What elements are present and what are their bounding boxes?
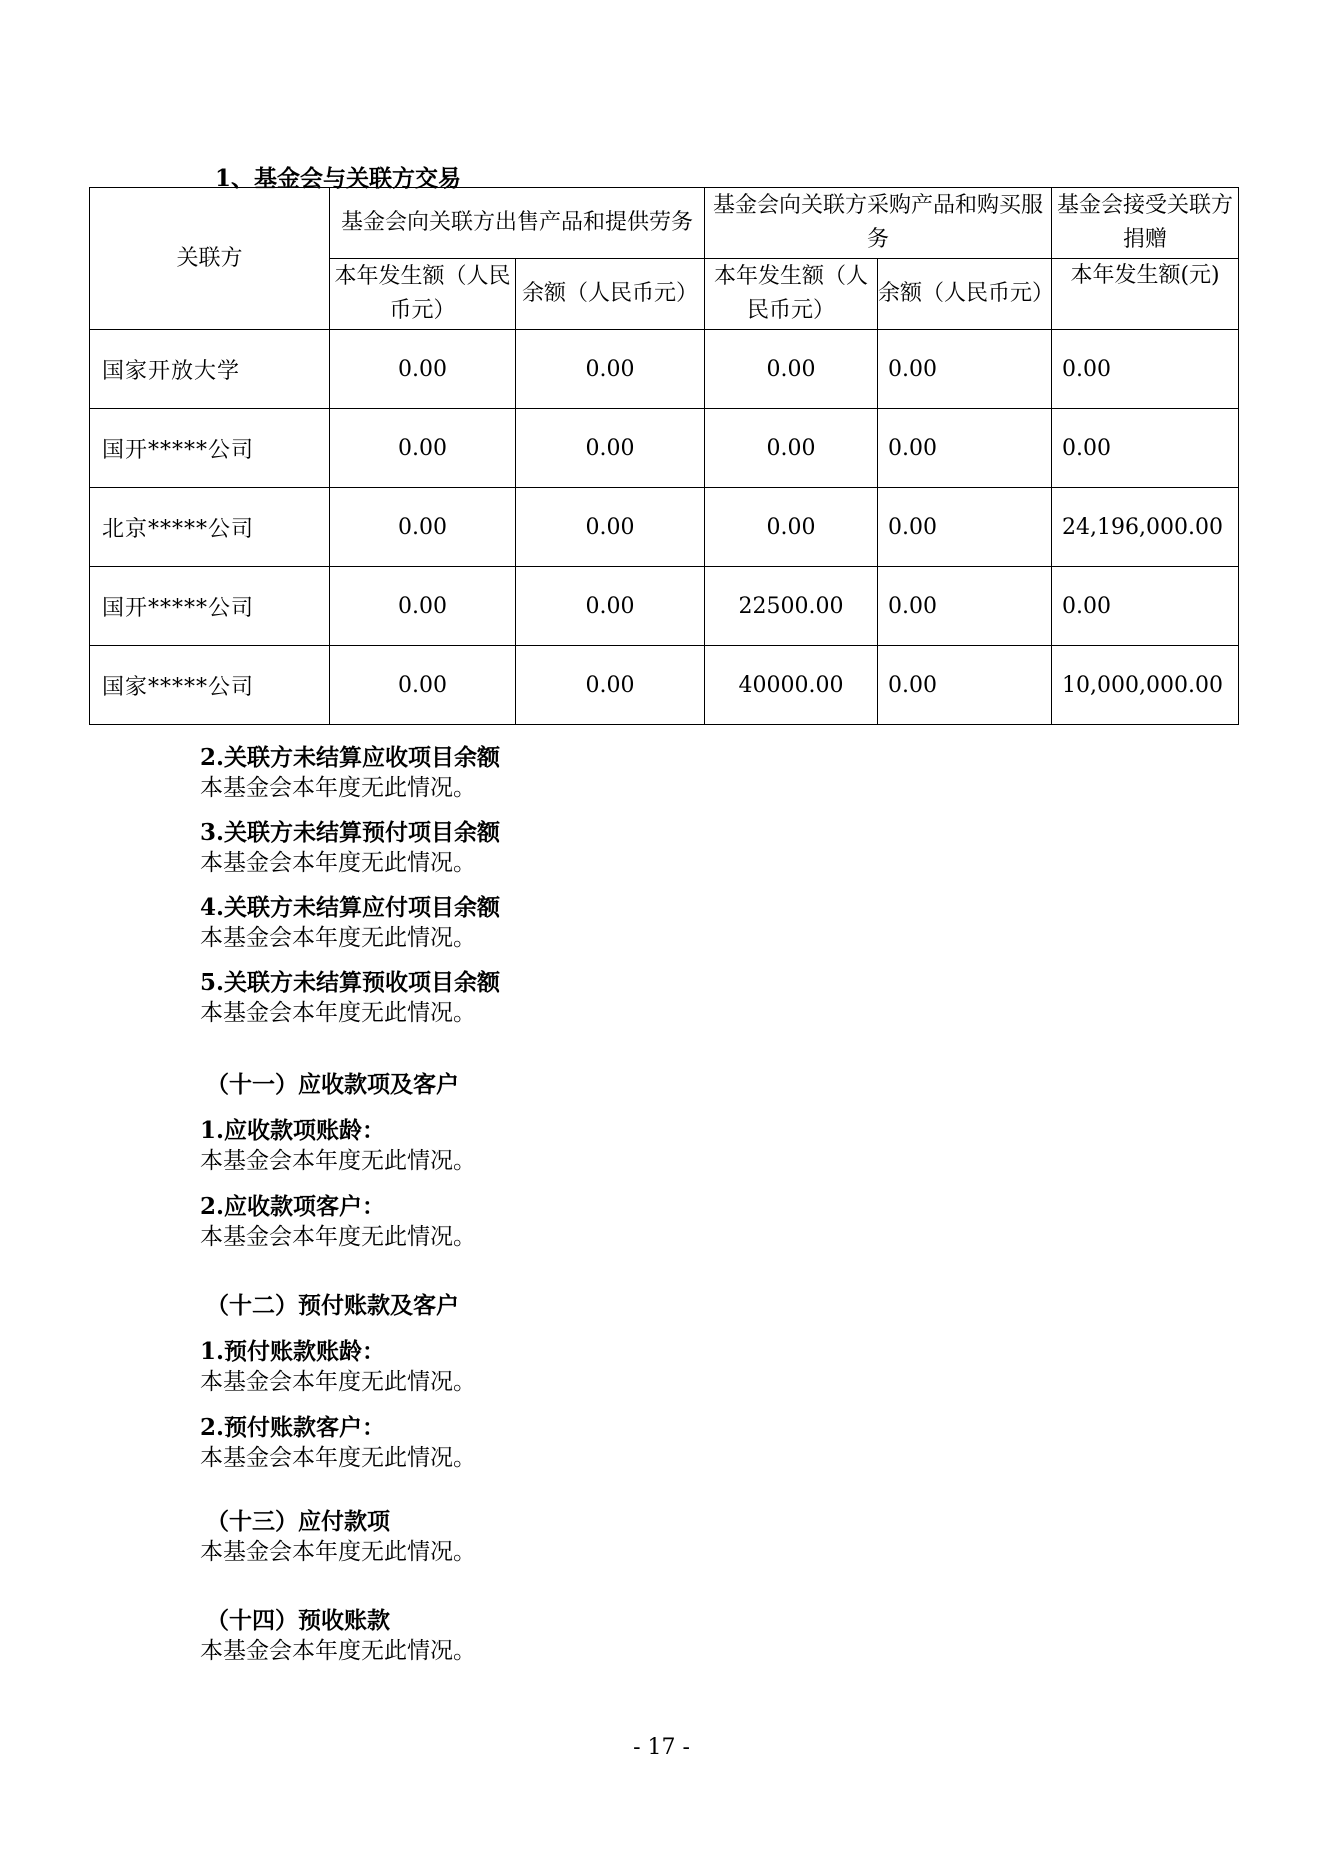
cell-party: 北京*****公司 xyxy=(90,488,330,567)
chapter-title: （十四）预收账款 xyxy=(206,1607,390,1634)
section-text: 本基金会本年度无此情况。 xyxy=(200,1638,476,1664)
section-heading: 4.关联方未结算应付项目余额 xyxy=(200,894,501,921)
cell-sell-balance: 0.00 xyxy=(516,488,705,567)
related-party-table xyxy=(89,187,1239,725)
cell-buy-amount: 0.00 xyxy=(705,409,878,488)
cell-buy-amount: 22500.00 xyxy=(705,567,878,646)
section-text: 本基金会本年度无此情况。 xyxy=(200,1000,476,1026)
cell-sell-amount: 0.00 xyxy=(330,646,516,725)
section-heading: 2.应收款项客户： xyxy=(200,1193,386,1220)
cell-donation: 0.00 xyxy=(1052,409,1239,488)
subheader-sell-balance: 余额（人民币元） xyxy=(516,259,705,330)
page-number: - 17 - xyxy=(633,1735,690,1760)
section-text: 本基金会本年度无此情况。 xyxy=(200,1539,476,1565)
cell-party: 国家*****公司 xyxy=(90,646,330,725)
cell-party: 国家开放大学 xyxy=(90,330,330,409)
table-row xyxy=(90,646,1239,725)
section-receivables-aging xyxy=(200,1116,476,1176)
cell-sell-balance: 0.00 xyxy=(516,409,705,488)
section-text: 本基金会本年度无此情况。 xyxy=(200,775,476,801)
section-text: 本基金会本年度无此情况。 xyxy=(200,1445,476,1471)
section-heading: 1.应收款项账龄： xyxy=(200,1117,386,1144)
cell-buy-balance: 0.00 xyxy=(878,567,1052,646)
table-row xyxy=(90,330,1239,409)
cell-buy-amount: 40000.00 xyxy=(705,646,878,725)
section-text: 本基金会本年度无此情况。 xyxy=(200,1224,476,1250)
section-text: 本基金会本年度无此情况。 xyxy=(200,925,476,951)
cell-sell-balance: 0.00 xyxy=(516,330,705,409)
section-prepayments-aging xyxy=(200,1337,476,1397)
section-unsettled-payables xyxy=(200,893,500,953)
cell-buy-amount: 0.00 xyxy=(705,330,878,409)
section-text: 本基金会本年度无此情况。 xyxy=(200,850,476,876)
cell-sell-amount: 0.00 xyxy=(330,567,516,646)
subheader-donation-amount: 本年发生额(元) xyxy=(1052,259,1239,330)
cell-buy-amount: 0.00 xyxy=(705,488,878,567)
header-buy-from-related-party: 基金会向关联方采购产品和购买服务 xyxy=(705,188,1052,259)
header-donation-received: 基金会接受关联方捐赠 xyxy=(1052,188,1239,259)
section-text: 本基金会本年度无此情况。 xyxy=(200,1148,476,1174)
cell-sell-amount: 0.00 xyxy=(330,488,516,567)
cell-sell-balance: 0.00 xyxy=(516,567,705,646)
cell-buy-balance: 0.00 xyxy=(878,646,1052,725)
subheader-buy-amount: 本年发生额（人民币元） xyxy=(705,259,878,330)
cell-buy-balance: 0.00 xyxy=(878,409,1052,488)
section-heading: 5.关联方未结算预收项目余额 xyxy=(200,969,501,996)
cell-sell-balance: 0.00 xyxy=(516,646,705,725)
cell-sell-amount: 0.00 xyxy=(330,330,516,409)
section-prepayments-customers xyxy=(200,1413,476,1473)
section-unsettled-advances xyxy=(200,968,500,1028)
cell-party: 国开*****公司 xyxy=(90,567,330,646)
table-row xyxy=(90,488,1239,567)
cell-donation: 0.00 xyxy=(1052,330,1239,409)
chapter-payables xyxy=(200,1507,476,1567)
cell-donation: 10,000,000.00 xyxy=(1052,646,1239,725)
chapter-title: （十三）应付款项 xyxy=(206,1508,390,1535)
cell-party: 国开*****公司 xyxy=(90,409,330,488)
cell-buy-balance: 0.00 xyxy=(878,488,1052,567)
cell-donation: 24,196,000.00 xyxy=(1052,488,1239,567)
table-row xyxy=(90,409,1239,488)
chapter-advances-received xyxy=(200,1606,476,1666)
section-heading: 2.关联方未结算应收项目余额 xyxy=(200,744,501,771)
section-title-related-party-transactions: 1、基金会与关联方交易 xyxy=(215,165,462,192)
chapter-title-prepayments: （十二）预付账款及客户 xyxy=(206,1292,459,1319)
section-unsettled-receivables xyxy=(200,743,500,803)
header-related-party: 关联方 xyxy=(90,188,330,330)
header-sell-to-related-party: 基金会向关联方出售产品和提供劳务 xyxy=(330,188,705,259)
section-receivables-customers xyxy=(200,1192,476,1252)
cell-donation: 0.00 xyxy=(1052,567,1239,646)
cell-sell-amount: 0.00 xyxy=(330,409,516,488)
section-heading: 1.预付账款账龄： xyxy=(200,1338,386,1365)
section-heading: 2.预付账款客户： xyxy=(200,1414,386,1441)
section-unsettled-prepayments xyxy=(200,818,500,878)
subheader-buy-balance: 余额（人民币元） xyxy=(878,259,1052,330)
cell-buy-balance: 0.00 xyxy=(878,330,1052,409)
chapter-title-receivables: （十一）应收款项及客户 xyxy=(206,1071,459,1098)
subheader-sell-amount: 本年发生额（人民币元） xyxy=(330,259,516,330)
section-heading: 3.关联方未结算预付项目余额 xyxy=(200,819,501,846)
section-text: 本基金会本年度无此情况。 xyxy=(200,1369,476,1395)
table-row xyxy=(90,567,1239,646)
